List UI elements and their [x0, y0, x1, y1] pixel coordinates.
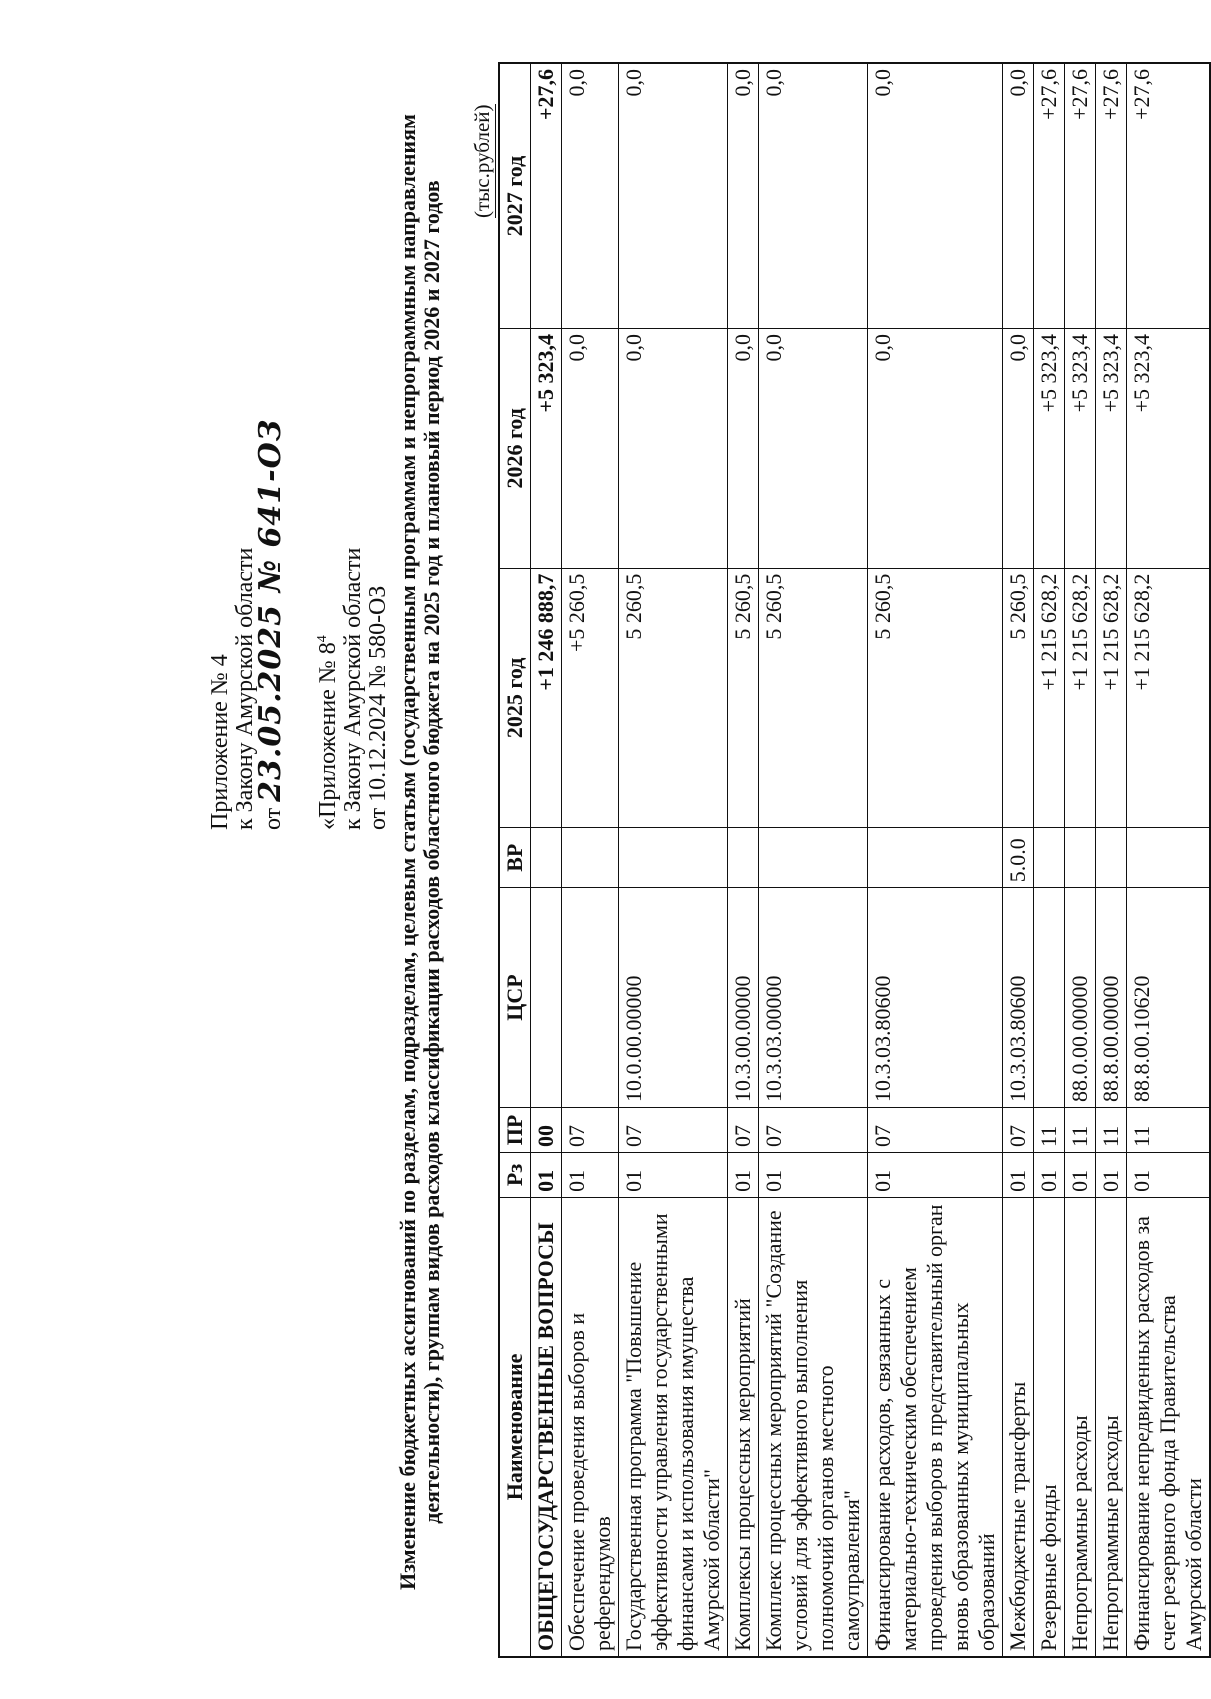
table-row	[759, 63, 868, 1657]
header-2026: 2026 год	[499, 329, 531, 569]
header-csr: ЦСР	[499, 888, 531, 1108]
cell-2026: 0,0	[562, 329, 619, 569]
cell-vr: 5.0.0	[1003, 828, 1034, 888]
cell-csr: 10.3.00.00000	[728, 888, 759, 1108]
cell-name: Резервные фонды	[1034, 1197, 1065, 1657]
previous-annex-header	[310, 70, 391, 830]
table-row	[868, 63, 1003, 1657]
cell-rz: 01	[1065, 1152, 1096, 1197]
cell-2027: +27,6	[1034, 63, 1065, 329]
cell-pr: 07	[562, 1107, 619, 1152]
cell-csr: 88.8.00.10620	[1127, 888, 1211, 1108]
cell-vr	[1127, 828, 1211, 888]
cell-2027: 0,0	[619, 63, 728, 329]
cell-2025: +1 215 628,2	[1096, 568, 1127, 828]
cell-csr	[1034, 888, 1065, 1108]
cell-csr: 10.3.03.80600	[868, 888, 1003, 1108]
cell-vr	[1096, 828, 1127, 888]
cell-pr: 07	[759, 1107, 868, 1152]
cell-vr	[1034, 828, 1065, 888]
table-row	[728, 63, 759, 1657]
cell-2025: 5 260,5	[868, 568, 1003, 828]
cell-csr: 10.0.00.00000	[619, 888, 728, 1108]
cell-name: Финансирование непредвиденных расходов за счет резервного фонда Правительства Амурской области	[1127, 1197, 1211, 1657]
cell-pr: 11	[1034, 1107, 1065, 1152]
cell-2025: 5 260,5	[1003, 568, 1034, 828]
cell-rz: 01	[1034, 1152, 1065, 1197]
cell-2025: +1 246 888,7	[531, 568, 562, 828]
cell-name: Межбюджетные трансферты	[1003, 1197, 1034, 1657]
cell-vr	[531, 828, 562, 888]
cell-csr: 88.0.00.00000	[1065, 888, 1096, 1108]
cell-2027: +27,6	[1127, 63, 1211, 329]
cell-csr: 10.3.03.00000	[759, 888, 868, 1108]
cell-2025: 5 260,5	[619, 568, 728, 828]
annex-date-line	[253, 70, 288, 830]
previous-annex-number: «Приложение № $8^4$	[315, 635, 341, 830]
cell-csr: 88.8.00.00000	[1096, 888, 1127, 1108]
cell-pr: 07	[1003, 1107, 1034, 1152]
table-row	[1096, 63, 1127, 1657]
cell-2027: 0,0	[728, 63, 759, 329]
cell-name: Государственная программа "Повышение эффективности управления государственными финансами и использования имущества Амурской области"	[619, 1197, 728, 1657]
header-vr: ВР	[499, 828, 531, 888]
cell-vr	[562, 828, 619, 888]
cell-rz: 01	[619, 1152, 728, 1197]
cell-name: Непрограммные расходы	[1065, 1197, 1096, 1657]
cell-2027: 0,0	[562, 63, 619, 329]
cell-name: Непрограммные расходы	[1096, 1197, 1127, 1657]
cell-2026: 0,0	[1003, 329, 1034, 569]
cell-rz: 01	[531, 1152, 562, 1197]
cell-csr	[531, 888, 562, 1108]
previous-annex-date: от 10.12.2024 № 580-ОЗ	[365, 585, 391, 830]
cell-2026: +5 323,4	[1065, 329, 1096, 569]
header-rz: Рз	[499, 1152, 531, 1197]
table-row	[562, 63, 619, 1657]
annex-date-prefix: от	[260, 807, 286, 830]
header-name: Наименование	[499, 1197, 531, 1657]
cell-vr	[619, 828, 728, 888]
cell-2025: 5 260,5	[728, 568, 759, 828]
cell-vr	[728, 828, 759, 888]
cell-2025: 5 260,5	[759, 568, 868, 828]
cell-rz: 01	[728, 1152, 759, 1197]
cell-pr: 11	[1127, 1107, 1211, 1152]
cell-2025: +5 260,5	[562, 568, 619, 828]
table-row	[1065, 63, 1096, 1657]
handwritten-date-number: 23.05.2025 № 641-ОЗ	[253, 418, 288, 802]
table-row	[1003, 63, 1034, 1657]
cell-2025: +1 215 628,2	[1127, 568, 1211, 828]
cell-pr: 11	[1065, 1107, 1096, 1152]
table-row	[619, 63, 728, 1657]
cell-vr	[1065, 828, 1096, 888]
cell-2025: +1 215 628,2	[1065, 568, 1096, 828]
table-header-row	[499, 63, 531, 1657]
header-2025: 2025 год	[499, 568, 531, 828]
cell-pr: 07	[868, 1107, 1003, 1152]
annex-number: Приложение № 4	[207, 654, 233, 830]
cell-csr: 10.3.03.80600	[1003, 888, 1034, 1108]
cell-vr	[868, 828, 1003, 888]
annex-header	[208, 70, 391, 830]
budget-table	[498, 62, 1211, 1658]
cell-pr: 11	[1096, 1107, 1127, 1152]
cell-2026: 0,0	[759, 329, 868, 569]
cell-2026: +5 323,4	[1034, 329, 1065, 569]
cell-pr: 07	[728, 1107, 759, 1152]
cell-name: ОБЩЕГОСУДАРСТВЕННЫЕ ВОПРОСЫ	[531, 1197, 562, 1657]
cell-rz: 01	[1003, 1152, 1034, 1197]
cell-2026: +5 323,4	[1127, 329, 1211, 569]
cell-rz: 01	[562, 1152, 619, 1197]
cell-2026: 0,0	[619, 329, 728, 569]
cell-2025: +1 215 628,2	[1034, 568, 1065, 828]
cell-vr	[759, 828, 868, 888]
table-row	[531, 63, 562, 1657]
cell-csr	[562, 888, 619, 1108]
cell-2027: 0,0	[1003, 63, 1034, 329]
document-title: Изменение бюджетных ассигнований по разделам, подразделам, целевым статьям (государственным программам и непрограммным направлениям деятельности), группам видов расходов классификации расходов областного бюджета на 2025 год и плановый период 2026 и 2027 годов	[395, 114, 444, 1590]
cell-pr: 00	[531, 1107, 562, 1152]
cell-name: Комплекс процессных мероприятий "Создание условий для эффективного выполнения полномочий органов местного самоуправления"	[759, 1197, 868, 1657]
cell-2027: +27,6	[531, 63, 562, 329]
cell-2027: 0,0	[759, 63, 868, 329]
header-pr: ПР	[499, 1107, 531, 1152]
cell-name: Обеспечение проведения выборов и референдумов	[562, 1197, 619, 1657]
cell-2026: +5 323,4	[531, 329, 562, 569]
units-label: (тыс.рублей)	[470, 104, 494, 218]
header-2027: 2027 год	[499, 63, 531, 329]
cell-rz: 01	[759, 1152, 868, 1197]
table-row	[1034, 63, 1065, 1657]
cell-name: Финансирование расходов, связанных с материально-техническим обеспечением проведения выборов в представительный орган вновь образованных муниципальных образований	[868, 1197, 1003, 1657]
cell-pr: 07	[619, 1107, 728, 1152]
cell-name: Комплексы процессных мероприятий	[728, 1197, 759, 1657]
cell-rz: 01	[868, 1152, 1003, 1197]
cell-2026: +5 323,4	[1096, 329, 1127, 569]
cell-2027: +27,6	[1096, 63, 1127, 329]
table-row	[1127, 63, 1211, 1657]
cell-2027: +27,6	[1065, 63, 1096, 329]
cell-rz: 01	[1096, 1152, 1127, 1197]
cell-2026: 0,0	[728, 329, 759, 569]
cell-2027: 0,0	[868, 63, 1003, 329]
cell-2026: 0,0	[868, 329, 1003, 569]
annex-law: к Закону Амурской области	[232, 547, 258, 830]
cell-rz: 01	[1127, 1152, 1211, 1197]
document-page	[40, 46, 1206, 1658]
previous-annex-law: к Закону Амурской области	[340, 547, 366, 830]
